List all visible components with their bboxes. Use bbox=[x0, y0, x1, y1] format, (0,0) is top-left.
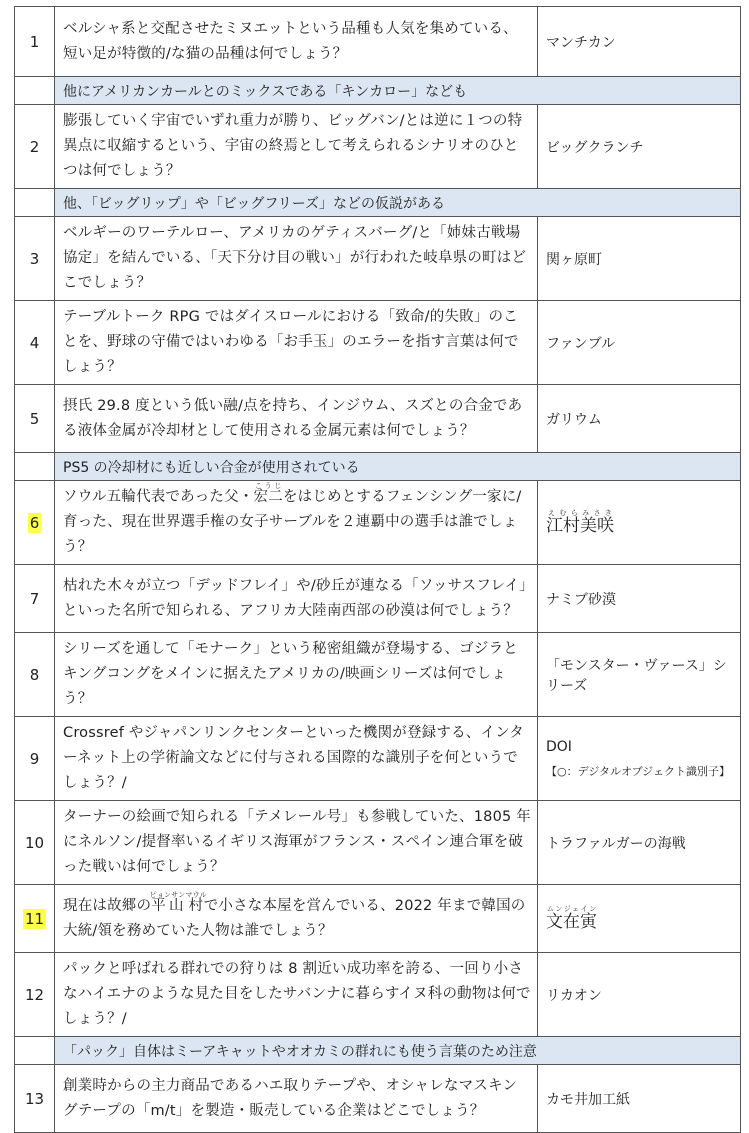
answer-text bbox=[538, 885, 741, 953]
furigana: 江村美咲えむらみさき bbox=[546, 509, 614, 536]
question-text: 膨張していく宇宙でいずれ重力が勝り、ビッグバン/とは逆に１つの特異点に収縮するという、宇宙の終焉として考えられるシナリオのひとつは何でしょう？ bbox=[55, 105, 538, 189]
question-number: 4 bbox=[15, 301, 55, 385]
highlight-marker: 11 bbox=[24, 909, 45, 928]
note-text: 他にアメリカンカールとのミックスである「キンカロー」なども bbox=[55, 77, 741, 105]
question-number: 2 bbox=[15, 105, 55, 189]
answer-note: 【○：デジタルオブジェクト識別子】 bbox=[546, 764, 730, 778]
quiz-table bbox=[14, 6, 741, 1133]
table-row bbox=[15, 885, 741, 953]
question-number: 9 bbox=[15, 717, 55, 801]
furigana: 宏二こうじ bbox=[253, 482, 283, 505]
table-row bbox=[15, 301, 741, 385]
question-number bbox=[15, 885, 55, 953]
question-text: パックと呼ばれる群れでの狩りは 8 割近い成功率を誇る、一回り小さなハイエナのような見た目をしたサバンナに暮らすイヌ科の動物は何でしょう？/ bbox=[55, 953, 538, 1037]
table-row bbox=[15, 801, 741, 885]
answer-text: 「モンスター・ヴァース」シリーズ bbox=[538, 633, 741, 717]
answer-text: 関ヶ原町 bbox=[538, 217, 741, 301]
answer-text: マンチカン bbox=[538, 7, 741, 77]
furigana: 文在寅ムンジェイン bbox=[546, 905, 597, 932]
question-number: 12 bbox=[15, 953, 55, 1037]
furigana: 平山ピョンサン bbox=[149, 890, 186, 914]
table-row bbox=[15, 717, 741, 801]
question-text: Crossref やジャパンリンクセンターといった機関が登録する、インターネット上の学術論文などに付与される国際的な識別子を何というでしょう？/ bbox=[55, 717, 538, 801]
table-row bbox=[15, 481, 741, 565]
note-text: 「パック」自体はミーアキャットやオオカミの群れにも使う言葉のため注意 bbox=[55, 1037, 741, 1065]
question-text: シリーズを通して「モナーク」という秘密組織が登場する、ゴジラとキングコングをメインに据えたアメリカの/映画シリーズは何でしょう？ bbox=[55, 633, 538, 717]
question-text: 現在は故郷の平山ピョンサン村マウルで小さな本屋を営んでいる、2022 年まで韓国の大統/領を務めていた人物は誰でしょう？ bbox=[55, 885, 538, 953]
table-row bbox=[15, 7, 741, 77]
answer-text: カモ井加工紙 bbox=[538, 1065, 741, 1133]
answer-text: DOI bbox=[546, 738, 572, 755]
furigana: 村マウル bbox=[185, 890, 207, 914]
note-row bbox=[15, 453, 741, 481]
table-row bbox=[15, 217, 741, 301]
question-number: 8 bbox=[15, 633, 55, 717]
answer-text: ナミブ砂漠 bbox=[538, 565, 741, 633]
answer-text: リカオン bbox=[538, 953, 741, 1037]
answer-text: ガリウム bbox=[538, 385, 741, 453]
answer-text: ファンブル bbox=[538, 301, 741, 385]
answer-text: ビッグクランチ bbox=[538, 105, 741, 189]
question-text: ターナーの絵画で知られる「テメレール号」も参戦していた、1805 年にネルソン/提督率いるイギリス海軍がフランス・スペイン連合軍を破った戦いは何でしょう？ bbox=[55, 801, 538, 885]
question-number: 5 bbox=[15, 385, 55, 453]
question-number: 1 bbox=[15, 7, 55, 77]
question-text: 摂氏 29.8 度という低い融/点を持ち、インジウム、スズとの合金である液体金属が冷却材として使用される金属元素は何でしょう？ bbox=[55, 385, 538, 453]
note-row bbox=[15, 1037, 741, 1065]
question-text: ベルシャ系と交配させたミヌエットという品種も人気を集めている、短い足が特徴的/な猫の品種は何でしょう？ bbox=[55, 7, 538, 77]
table-row bbox=[15, 633, 741, 717]
table-row bbox=[15, 105, 741, 189]
note-text: 他、「ビッグリップ」や「ビッグフリーズ」などの仮説がある bbox=[55, 189, 741, 217]
question-number bbox=[15, 481, 55, 565]
question-number: 10 bbox=[15, 801, 55, 885]
question-number: 7 bbox=[15, 565, 55, 633]
answer-text: トラファルガーの海戦 bbox=[538, 801, 741, 885]
note-text: PS5 の冷却材にも近しい合金が使用されている bbox=[55, 453, 741, 481]
question-number: 13 bbox=[15, 1065, 55, 1133]
answer-cell bbox=[538, 717, 741, 801]
question-text: 創業時からの主力商品であるハエ取りテープや、オシャレなマスキングテープの「m/t」を製造・販売している企業はどこでしょう？ bbox=[55, 1065, 538, 1133]
answer-text bbox=[538, 481, 741, 565]
table-row bbox=[15, 565, 741, 633]
question-text: 枯れた木々が立つ「デッドフレイ」や/砂丘が連なる「ソッサスフレイ」といった名所で知られる、アフリカ大陸南西部の砂漠は何でしょう？ bbox=[55, 565, 538, 633]
highlight-marker: 6 bbox=[29, 513, 40, 532]
question-text: ベルギーのワーテルロー、アメリカのゲティスバーグ/と「姉妹古戦場協定」を結んでいる、「天下分け目の戦い」が行われた岐阜県の町はどこでしょう？ bbox=[55, 217, 538, 301]
question-text: テーブルトーク RPG ではダイスロールにおける「致命/的失敗」のことを、野球の守備ではいわゆる「お手玉」のエラーを指す言葉は何でしょう？ bbox=[55, 301, 538, 385]
note-row bbox=[15, 189, 741, 217]
question-number: 3 bbox=[15, 217, 55, 301]
table-row bbox=[15, 385, 741, 453]
table-row bbox=[15, 1065, 741, 1133]
question-text: ソウル五輪代表であった父・宏二こうじをはじめとするフェンシング一家に/育った、現在世界選手権の女子サーブルを２連覇中の選手は誰でしょう？ bbox=[55, 481, 538, 565]
note-row bbox=[15, 77, 741, 105]
